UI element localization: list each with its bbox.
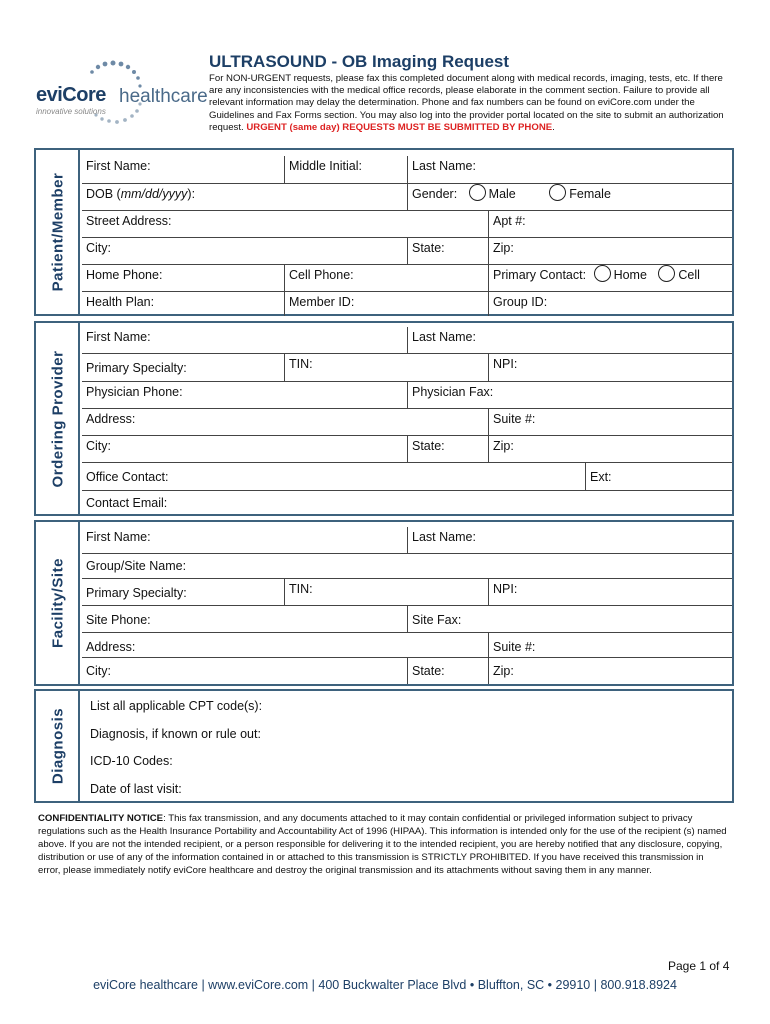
provider-suite-label: Suite #:: [493, 412, 536, 426]
provider-row-city: [82, 436, 732, 463]
cpt-codes-field[interactable]: List all applicable CPT code(s):: [90, 699, 263, 713]
provider-fax-field[interactable]: [407, 382, 732, 408]
facility-sidebar: [36, 522, 80, 684]
notice-heading: CONFIDENTIALITY NOTICE: [38, 813, 164, 824]
provider-state-field[interactable]: [407, 436, 488, 462]
provider-office-contact-field[interactable]: [82, 463, 585, 490]
facility-fax-label: Site Fax:: [412, 613, 462, 627]
patient-city-field[interactable]: [82, 238, 407, 264]
patient-group-id-label: Group ID:: [493, 295, 548, 309]
icd10-codes-field[interactable]: ICD-10 Codes:: [90, 754, 173, 768]
patient-dob-field[interactable]: [82, 184, 407, 210]
last-visit-field[interactable]: Date of last visit:: [90, 782, 182, 796]
patient-street-label: Street Address:: [86, 214, 172, 228]
patient-primary-contact-field: [488, 265, 732, 291]
facility-phone-field[interactable]: [82, 606, 407, 632]
patient-row-phone: [82, 265, 732, 292]
patient-row-city: [82, 238, 732, 265]
patient-row-name: [82, 156, 732, 184]
patient-cell-phone-field[interactable]: [284, 265, 488, 291]
provider-row-phone: [82, 382, 732, 409]
provider-suite-field[interactable]: [488, 409, 732, 435]
facility-row-name: [82, 527, 732, 554]
evicore-logo: [36, 58, 206, 128]
facility-address-label: Address:: [86, 640, 136, 654]
form-title: ULTRASOUND - OB Imaging Request: [209, 52, 510, 71]
provider-npi-label: NPI:: [493, 357, 518, 371]
patient-row-address: [82, 211, 732, 238]
patient-apt-label: Apt #:: [493, 214, 526, 228]
provider-email-field[interactable]: [82, 491, 732, 515]
patient-sidebar: [36, 150, 80, 314]
urgent-notice: URGENT (same day) REQUESTS MUST BE SUBMITTED BY PHONE: [246, 121, 553, 133]
facility-phone-label: Site Phone:: [86, 613, 151, 627]
patient-member-id-label: Member ID:: [289, 295, 355, 309]
patient-row-dob: [82, 184, 732, 211]
patient-gender-field: [407, 184, 732, 210]
intro-body: For NON-URGENT requests, please fax this completed document along with medical records, imaging, tests, etc. If there are any inconsistencies with the medical office records, please elaborate in the comment section. Failure to provide all relevant information may delay the determination. Phone and fax numbers can be found on eviCore.com under the Guidelines and Fax Forms section. You may also log into the provider portal located on the site to submit an authorization request.: [209, 73, 724, 133]
patient-home-phone-label: Home Phone:: [86, 268, 163, 282]
patient-zip-label: Zip:: [493, 241, 514, 255]
facility-tin-field[interactable]: [284, 579, 488, 605]
patient-dob-label: [86, 187, 195, 201]
facility-fax-field[interactable]: [407, 606, 732, 632]
logo-suffix: healthcare: [119, 86, 208, 107]
patient-state-label: State:: [412, 241, 445, 255]
facility-state-label: State:: [412, 664, 445, 678]
dob-suffix: ):: [187, 187, 196, 201]
facility-zip-label: Zip:: [493, 664, 514, 678]
dob-prefix: DOB (: [86, 187, 121, 201]
patient-gender-label: Gender:: [412, 187, 458, 201]
provider-tin-label: TIN:: [289, 357, 313, 371]
provider-row-email: [82, 491, 732, 515]
provider-tin-field[interactable]: [284, 354, 488, 381]
contact-cell-label: Cell: [678, 268, 700, 282]
gender-female-radio[interactable]: [549, 184, 566, 201]
facility-state-field[interactable]: [407, 658, 488, 684]
patient-health-plan-label: Health Plan:: [86, 295, 155, 309]
patient-cell-phone-label: Cell Phone:: [289, 268, 354, 282]
provider-npi-field[interactable]: [488, 354, 732, 381]
facility-specialty-field[interactable]: [82, 579, 284, 605]
contact-cell-radio[interactable]: [658, 265, 675, 282]
facility-first-name-field[interactable]: [82, 527, 407, 553]
patient-city-label: City:: [86, 241, 111, 255]
patient-row-plan: [82, 292, 732, 316]
diagnosis-section-label: Diagnosis: [49, 707, 67, 785]
facility-row-phone: [82, 606, 732, 633]
facility-row-address: [82, 633, 732, 658]
provider-email-label: Contact Email:: [86, 496, 168, 510]
provider-row-office: [82, 463, 732, 491]
primary-contact-label: Primary Contact:: [493, 268, 587, 282]
provider-city-field[interactable]: [82, 436, 407, 462]
facility-specialty-label: Primary Specialty:: [86, 586, 187, 600]
patient-home-phone-field[interactable]: [82, 265, 284, 291]
gender-male-label: Male: [488, 187, 516, 201]
footer-contact: eviCore healthcare | www.eviCore.com | 400 Buckwalter Place Blvd • Bluffton, SC • 29910 | 800.918.8924: [93, 978, 677, 992]
provider-phone-label: Physician Phone:: [86, 385, 183, 399]
provider-address-field[interactable]: [82, 409, 488, 435]
provider-state-label: State:: [412, 439, 445, 453]
provider-phone-field[interactable]: [82, 382, 407, 408]
patient-first-name-field[interactable]: [82, 156, 284, 183]
provider-row-address: [82, 409, 732, 436]
facility-suite-field[interactable]: [488, 633, 732, 657]
patient-middle-initial-field[interactable]: [284, 156, 407, 183]
patient-last-name-label: Last Name:: [412, 159, 476, 173]
urgent-period: .: [552, 121, 555, 133]
facility-fields: [82, 522, 732, 684]
facility-last-name-label: Last Name:: [412, 530, 476, 544]
facility-row-group: [82, 554, 732, 579]
facility-zip-field[interactable]: [488, 658, 732, 684]
gender-female-label: Female: [569, 187, 611, 201]
provider-section-label: Ordering Provider: [49, 350, 67, 487]
page-number: Page 1 of 4: [668, 959, 730, 973]
patient-group-id-field[interactable]: [488, 292, 732, 316]
facility-first-name-label: First Name:: [86, 530, 151, 544]
patient-section-label: Patient/Member: [49, 172, 67, 292]
diagnosis-fields: [82, 691, 732, 801]
provider-specialty-label: Primary Specialty:: [86, 361, 187, 375]
patient-first-name-label: First Name:: [86, 159, 151, 173]
facility-tin-label: TIN:: [289, 582, 313, 596]
provider-zip-field[interactable]: [488, 436, 732, 462]
facility-row-city: [82, 658, 732, 684]
patient-street-field[interactable]: [82, 211, 488, 237]
diagnosis-sidebar: [36, 691, 80, 801]
diagnosis-field[interactable]: Diagnosis, if known or rule out:: [90, 727, 261, 741]
patient-health-plan-field[interactable]: [82, 292, 284, 316]
provider-city-label: City:: [86, 439, 111, 453]
logo-brand: eviCore: [36, 84, 106, 106]
notice-body: : This fax transmission, and any documents attached to it may contain confidential or privileged information subject to privacy regulations such as the Health Insurance Portability and Accountability Act of 1996 (HIPAA). This information is intended only for the use of the recipient (s) named above. If you are not the intended recipient, or a person responsible for delivering it to the intended recipient, you are hereby notified that any disclosure, copying, distribution or use of any of the information contained in or attached to this transmission is STRICTLY PROHIBITED. If you have received this transmission in error, please immediately notify eviCore healthcare and destroy the original transmission and its attachments without saving them in any manner.: [38, 813, 727, 876]
provider-specialty-field[interactable]: [82, 354, 284, 381]
provider-sidebar: [36, 323, 80, 514]
gender-male-radio[interactable]: [469, 184, 486, 201]
provider-office-contact-label: Office Contact:: [86, 470, 169, 484]
patient-middle-initial-label: Middle Initial:: [289, 159, 362, 173]
provider-first-name-field[interactable]: [82, 327, 407, 353]
facility-address-field[interactable]: [82, 633, 488, 657]
facility-site-section: [34, 520, 734, 686]
provider-row-specialty: [82, 354, 732, 382]
provider-zip-label: Zip:: [493, 439, 514, 453]
facility-npi-field[interactable]: [488, 579, 732, 605]
facility-city-field[interactable]: [82, 658, 407, 684]
provider-last-name-field[interactable]: [407, 327, 732, 353]
logo-tagline: innovative solutions: [36, 107, 106, 116]
diagnosis-section: [34, 689, 734, 803]
facility-group-name-field[interactable]: [82, 554, 732, 578]
facility-city-label: City:: [86, 664, 111, 678]
patient-member-id-field[interactable]: [284, 292, 488, 316]
facility-suite-label: Suite #:: [493, 640, 536, 654]
contact-home-label: Home: [613, 268, 647, 282]
facility-npi-label: NPI:: [493, 582, 518, 596]
patient-member-section: [34, 148, 734, 316]
provider-fax-label: Physician Fax:: [412, 385, 494, 399]
confidentiality-notice: [38, 812, 728, 877]
provider-row-name: [82, 327, 732, 354]
patient-fields: [82, 150, 732, 314]
provider-address-label: Address:: [86, 412, 136, 426]
facility-group-name-label: Group/Site Name:: [86, 559, 187, 573]
patient-state-field[interactable]: [407, 238, 488, 264]
patient-last-name-field[interactable]: [407, 156, 732, 183]
dob-format: mm/dd/yyyy: [120, 187, 188, 201]
provider-ext-label: Ext:: [590, 470, 612, 484]
facility-last-name-field[interactable]: [407, 527, 732, 553]
provider-first-name-label: First Name:: [86, 330, 151, 344]
provider-last-name-label: Last Name:: [412, 330, 476, 344]
ordering-provider-section: [34, 321, 734, 516]
patient-zip-field[interactable]: [488, 238, 732, 264]
patient-apt-field[interactable]: [488, 211, 732, 237]
intro-text: [209, 73, 729, 134]
provider-fields: [82, 323, 732, 514]
contact-home-radio[interactable]: [594, 265, 611, 282]
provider-ext-field[interactable]: [585, 463, 732, 490]
facility-row-specialty: [82, 579, 732, 606]
facility-section-label: Facility/Site: [49, 558, 67, 648]
